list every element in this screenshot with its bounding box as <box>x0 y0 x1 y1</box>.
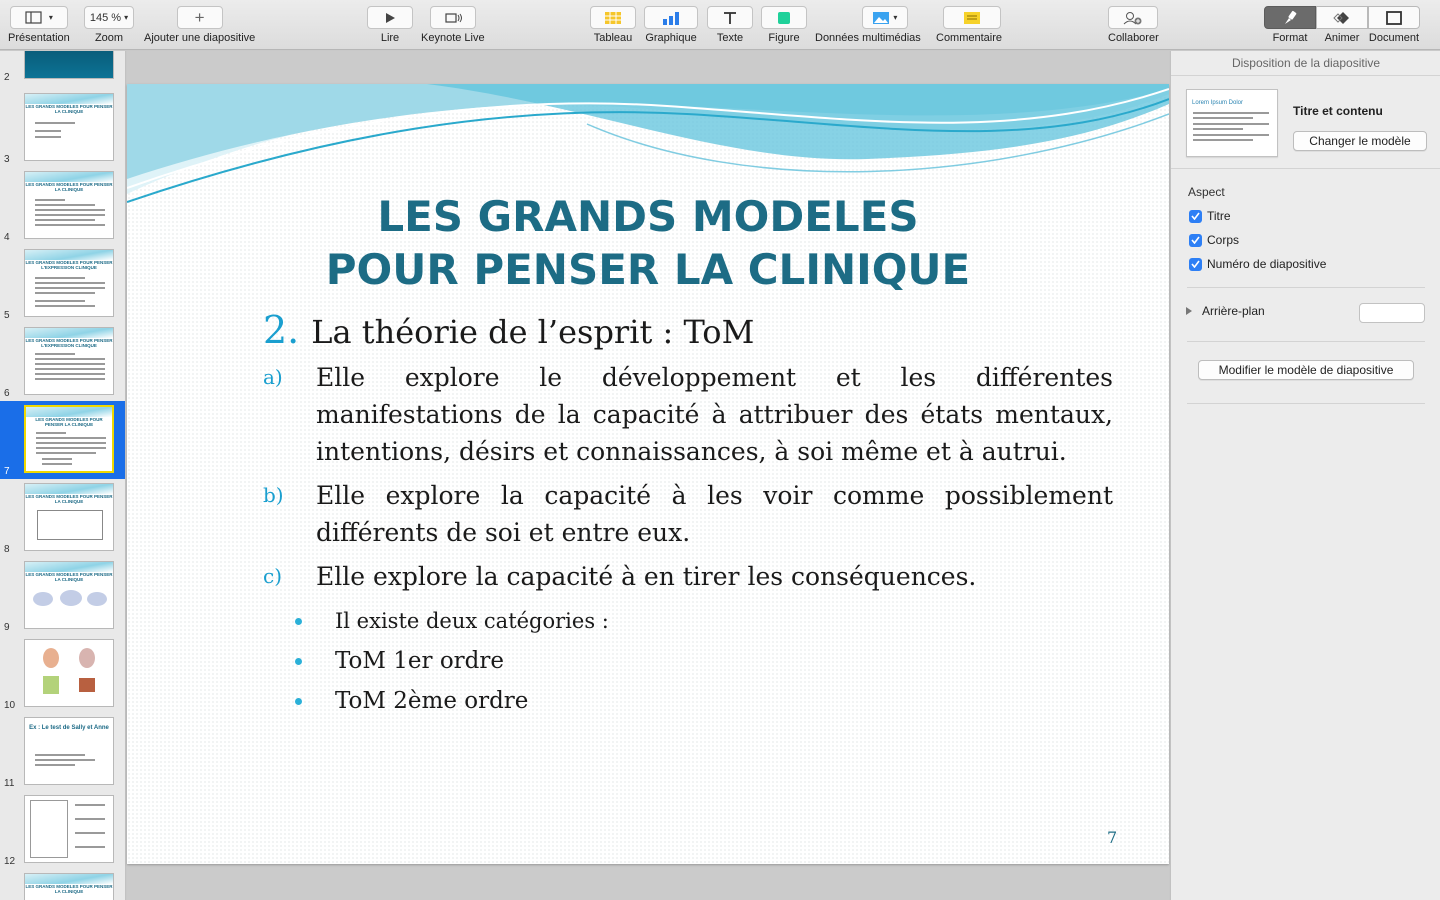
tab-animate[interactable] <box>1316 6 1368 44</box>
appearance-label: Aspect <box>1188 185 1225 199</box>
slide-title[interactable] <box>127 190 1169 296</box>
diamond-icon <box>1333 11 1351 25</box>
list-item-text: Elle explore la capacité à en tirer les conséquences. <box>316 562 977 591</box>
shape-label: Figure <box>768 32 800 44</box>
document-label: Document <box>1368 32 1420 44</box>
text-label: Texte <box>716 32 744 44</box>
tab-document[interactable] <box>1368 6 1420 44</box>
view-button[interactable] <box>10 6 68 29</box>
slide-preview <box>24 327 114 395</box>
layout-thumbnail[interactable] <box>1186 89 1278 157</box>
slide-thumbnail-5[interactable] <box>0 245 126 323</box>
current-slide[interactable] <box>127 84 1169 864</box>
slide-preview <box>24 249 114 317</box>
checkbox-checked-icon[interactable] <box>1189 210 1202 223</box>
text-item[interactable] <box>707 6 753 44</box>
slide-preview <box>24 561 114 629</box>
play-icon <box>384 12 396 24</box>
slide-number: 8 <box>4 544 10 555</box>
slide-thumbnail-11[interactable] <box>0 713 126 791</box>
slide-thumbnail-8[interactable] <box>0 479 126 557</box>
collaborate-icon <box>1123 11 1143 25</box>
document-button[interactable] <box>1368 6 1420 29</box>
zoom-value: 145 % <box>89 11 122 24</box>
body-checkbox-label: Corps <box>1207 233 1240 247</box>
slide-preview-title: LES GRANDS MODELES POUR PENSER LA CLINIQUE <box>25 884 113 894</box>
background-label: Arrière-plan <box>1202 304 1265 318</box>
chevron-down-icon: ▾ <box>893 13 898 22</box>
media-label: Données multimédias <box>815 32 921 44</box>
image-icon <box>872 11 890 25</box>
add-slide-item[interactable] <box>144 6 255 44</box>
media-item[interactable] <box>815 6 921 44</box>
list-item <box>263 477 1113 551</box>
slide-thumbnail-13[interactable] <box>0 869 126 900</box>
slide-preview <box>24 795 114 863</box>
keynote-live-button[interactable] <box>430 6 476 29</box>
slide-preview <box>24 483 114 551</box>
format-inspector <box>1170 51 1440 900</box>
body-checkbox-row[interactable] <box>1189 233 1239 247</box>
animate-label: Animer <box>1324 32 1360 44</box>
slide-preview <box>24 873 114 900</box>
bullet-text: Il existe deux catégories : <box>335 609 609 633</box>
list-marker: c) <box>263 564 283 588</box>
slide-thumbnail-6[interactable] <box>0 323 126 401</box>
slide-number: 5 <box>4 310 10 321</box>
title-checkbox-row[interactable] <box>1189 209 1231 223</box>
slide-preview <box>24 171 114 239</box>
table-icon <box>604 11 622 25</box>
keynote-live-label: Keynote Live <box>421 32 485 44</box>
slide-number: 3 <box>4 154 10 165</box>
document-icon <box>1386 11 1402 25</box>
divider <box>1171 168 1440 169</box>
list-item <box>263 359 1113 470</box>
bar-chart-icon <box>662 11 680 25</box>
add-slide-button[interactable] <box>177 6 223 29</box>
disclosure-triangle-icon[interactable] <box>1186 307 1192 315</box>
chevron-down-icon: ▾ <box>48 13 53 22</box>
play-button[interactable] <box>367 6 413 29</box>
chart-button[interactable] <box>644 6 698 29</box>
heading-number: 2. <box>263 308 300 352</box>
checkbox-checked-icon[interactable] <box>1189 258 1202 271</box>
slide-thumbnail-7[interactable] <box>0 401 126 479</box>
bullet-text: ToM 1er ordre <box>335 648 504 674</box>
format-button[interactable] <box>1264 6 1316 29</box>
heading-text: La théorie de l’esprit : ToM <box>311 313 755 351</box>
paintbrush-icon <box>1282 10 1298 25</box>
slide-number: 2 <box>4 72 10 83</box>
slide-preview-title: Ex : Le test de Sally et Anne <box>29 725 109 731</box>
slide-number-checkbox-label: Numéro de diapositive <box>1207 257 1327 271</box>
slide-thumbnail-10[interactable] <box>0 635 126 713</box>
comment-icon <box>963 11 981 25</box>
collaborate-label: Collaborer <box>1108 32 1159 44</box>
list-item-text: Elle explore la capacité à les voir comme possiblement différents de soi et entre eux. <box>316 481 1113 547</box>
slide-thumbnail-2[interactable] <box>0 51 126 85</box>
slide-thumbnail-3[interactable] <box>0 89 126 167</box>
slide-canvas[interactable] <box>127 51 1169 900</box>
layout-thumbnail-title: Lorem Ipsum Dolor <box>1192 100 1244 106</box>
slide-preview-title: LES GRANDS MODELES POUR PENSER L'EXPRESSION CLINIQUE <box>25 338 113 348</box>
text-icon <box>723 11 737 25</box>
presentation-label: Présentation <box>8 32 70 44</box>
title-checkbox-label: Titre <box>1207 209 1231 223</box>
plus-icon: + <box>194 7 205 27</box>
slide-number-checkbox-row[interactable] <box>1189 257 1326 271</box>
divider <box>1171 75 1440 76</box>
zoom-select[interactable] <box>84 6 134 29</box>
background-color-well[interactable] <box>1359 303 1425 323</box>
checkbox-checked-icon[interactable] <box>1189 234 1202 247</box>
chart-label: Graphique <box>645 32 697 44</box>
list-marker: b) <box>263 483 284 507</box>
slide-preview-title: LES GRANDS MODELES POUR PENSER LA CLINIQUE <box>25 182 113 192</box>
layout-name: Titre et contenu <box>1293 104 1383 118</box>
bullet-item <box>295 641 1113 681</box>
comment-item[interactable] <box>936 6 1002 44</box>
slide-number: 9 <box>4 622 10 633</box>
slide-preview <box>24 639 114 707</box>
chevron-down-icon: ▾ <box>124 13 129 22</box>
slide-number: 10 <box>4 700 16 711</box>
shape-item[interactable] <box>761 6 807 44</box>
bullet-dot-icon <box>295 618 302 625</box>
slide-title-line-1: LES GRANDS MODELES <box>377 192 919 241</box>
slide-preview <box>24 51 114 79</box>
slide-preview-title: LES GRANDS MODELES POUR PENSER LA CLINIQUE <box>25 104 113 114</box>
slide-preview <box>24 93 114 161</box>
bullet-text: ToM 2ème ordre <box>335 688 529 714</box>
tab-format[interactable] <box>1264 6 1316 44</box>
slide-preview <box>24 717 114 785</box>
slide-number: 7 <box>4 466 10 477</box>
table-item[interactable] <box>590 6 636 44</box>
bullet-item <box>295 681 1113 721</box>
slide-navigator[interactable] <box>0 51 126 900</box>
divider <box>1187 341 1425 342</box>
text-button[interactable] <box>707 6 753 29</box>
edit-master-button[interactable]: Modifier le modèle de diapositive <box>1198 360 1414 380</box>
toolbar <box>0 0 1440 50</box>
slide-number: 11 <box>4 778 15 789</box>
list-marker: a) <box>263 365 283 389</box>
slide-page-number: 7 <box>1107 828 1118 847</box>
change-master-button[interactable]: Changer le modèle <box>1293 131 1427 151</box>
slide-thumbnail-9[interactable] <box>0 557 126 635</box>
slide-preview <box>24 405 114 473</box>
slide-preview-title: LES GRANDS MODELES POUR PENSER LA CLINIQUE <box>35 417 103 427</box>
inspector-title: Disposition de la diapositive <box>1231 56 1381 70</box>
broadcast-icon <box>443 12 463 24</box>
slide-preview-title: LES GRANDS MODELES POUR PENSER L'EXPRESSION CLINIQUE <box>25 260 113 270</box>
slide-title-line-2: POUR PENSER LA CLINIQUE <box>325 245 971 294</box>
slide-preview-title: LES GRANDS MODELES POUR PENSER LA CLINIQUE <box>25 572 113 582</box>
section-heading <box>263 310 1113 352</box>
bullet-item <box>295 601 1113 641</box>
sidebar-view-icon <box>25 11 43 24</box>
table-label: Tableau <box>593 32 633 44</box>
format-label: Format <box>1272 32 1308 44</box>
comment-label: Commentaire <box>936 32 1003 44</box>
shape-icon <box>777 11 791 25</box>
bullet-dot-icon <box>295 698 302 705</box>
list-item-text: Elle explore le développement et les différentes manifestations de la capacité à attribuer des états mentaux, intentions, désirs et connaissances, à soi même et à autrui. <box>316 363 1113 466</box>
inspector-tabs <box>1264 6 1420 44</box>
collaborate-item[interactable] <box>1108 6 1159 44</box>
comment-button[interactable] <box>943 6 1001 29</box>
presentation-view-menu[interactable] <box>8 6 70 44</box>
zoom-label: Zoom <box>94 32 124 44</box>
slide-number: 4 <box>4 232 10 243</box>
slide-body[interactable] <box>263 310 1113 721</box>
bullet-dot-icon <box>295 658 302 665</box>
list-item <box>263 558 1113 595</box>
slide-thumbnail-4[interactable] <box>0 167 126 245</box>
slide-thumbnail-12[interactable] <box>0 791 126 869</box>
media-button[interactable] <box>862 6 908 29</box>
chart-item[interactable] <box>644 6 698 44</box>
slide-number: 6 <box>4 388 10 399</box>
add-slide-label: Ajouter une diapositive <box>144 32 256 44</box>
animate-button[interactable] <box>1316 6 1368 29</box>
background-disclosure[interactable] <box>1186 304 1265 318</box>
slide-number: 12 <box>4 856 16 867</box>
play-label: Lire <box>380 32 400 44</box>
divider <box>1187 287 1425 288</box>
table-button[interactable] <box>590 6 636 29</box>
divider <box>1187 403 1425 404</box>
slide-preview-title: LES GRANDS MODELES POUR PENSER LA CLINIQUE <box>25 494 113 504</box>
keynote-live-item[interactable] <box>421 6 485 44</box>
collaborate-button[interactable] <box>1108 6 1158 29</box>
play-item[interactable] <box>367 6 413 44</box>
zoom-menu[interactable] <box>84 6 134 44</box>
shape-button[interactable] <box>761 6 807 29</box>
